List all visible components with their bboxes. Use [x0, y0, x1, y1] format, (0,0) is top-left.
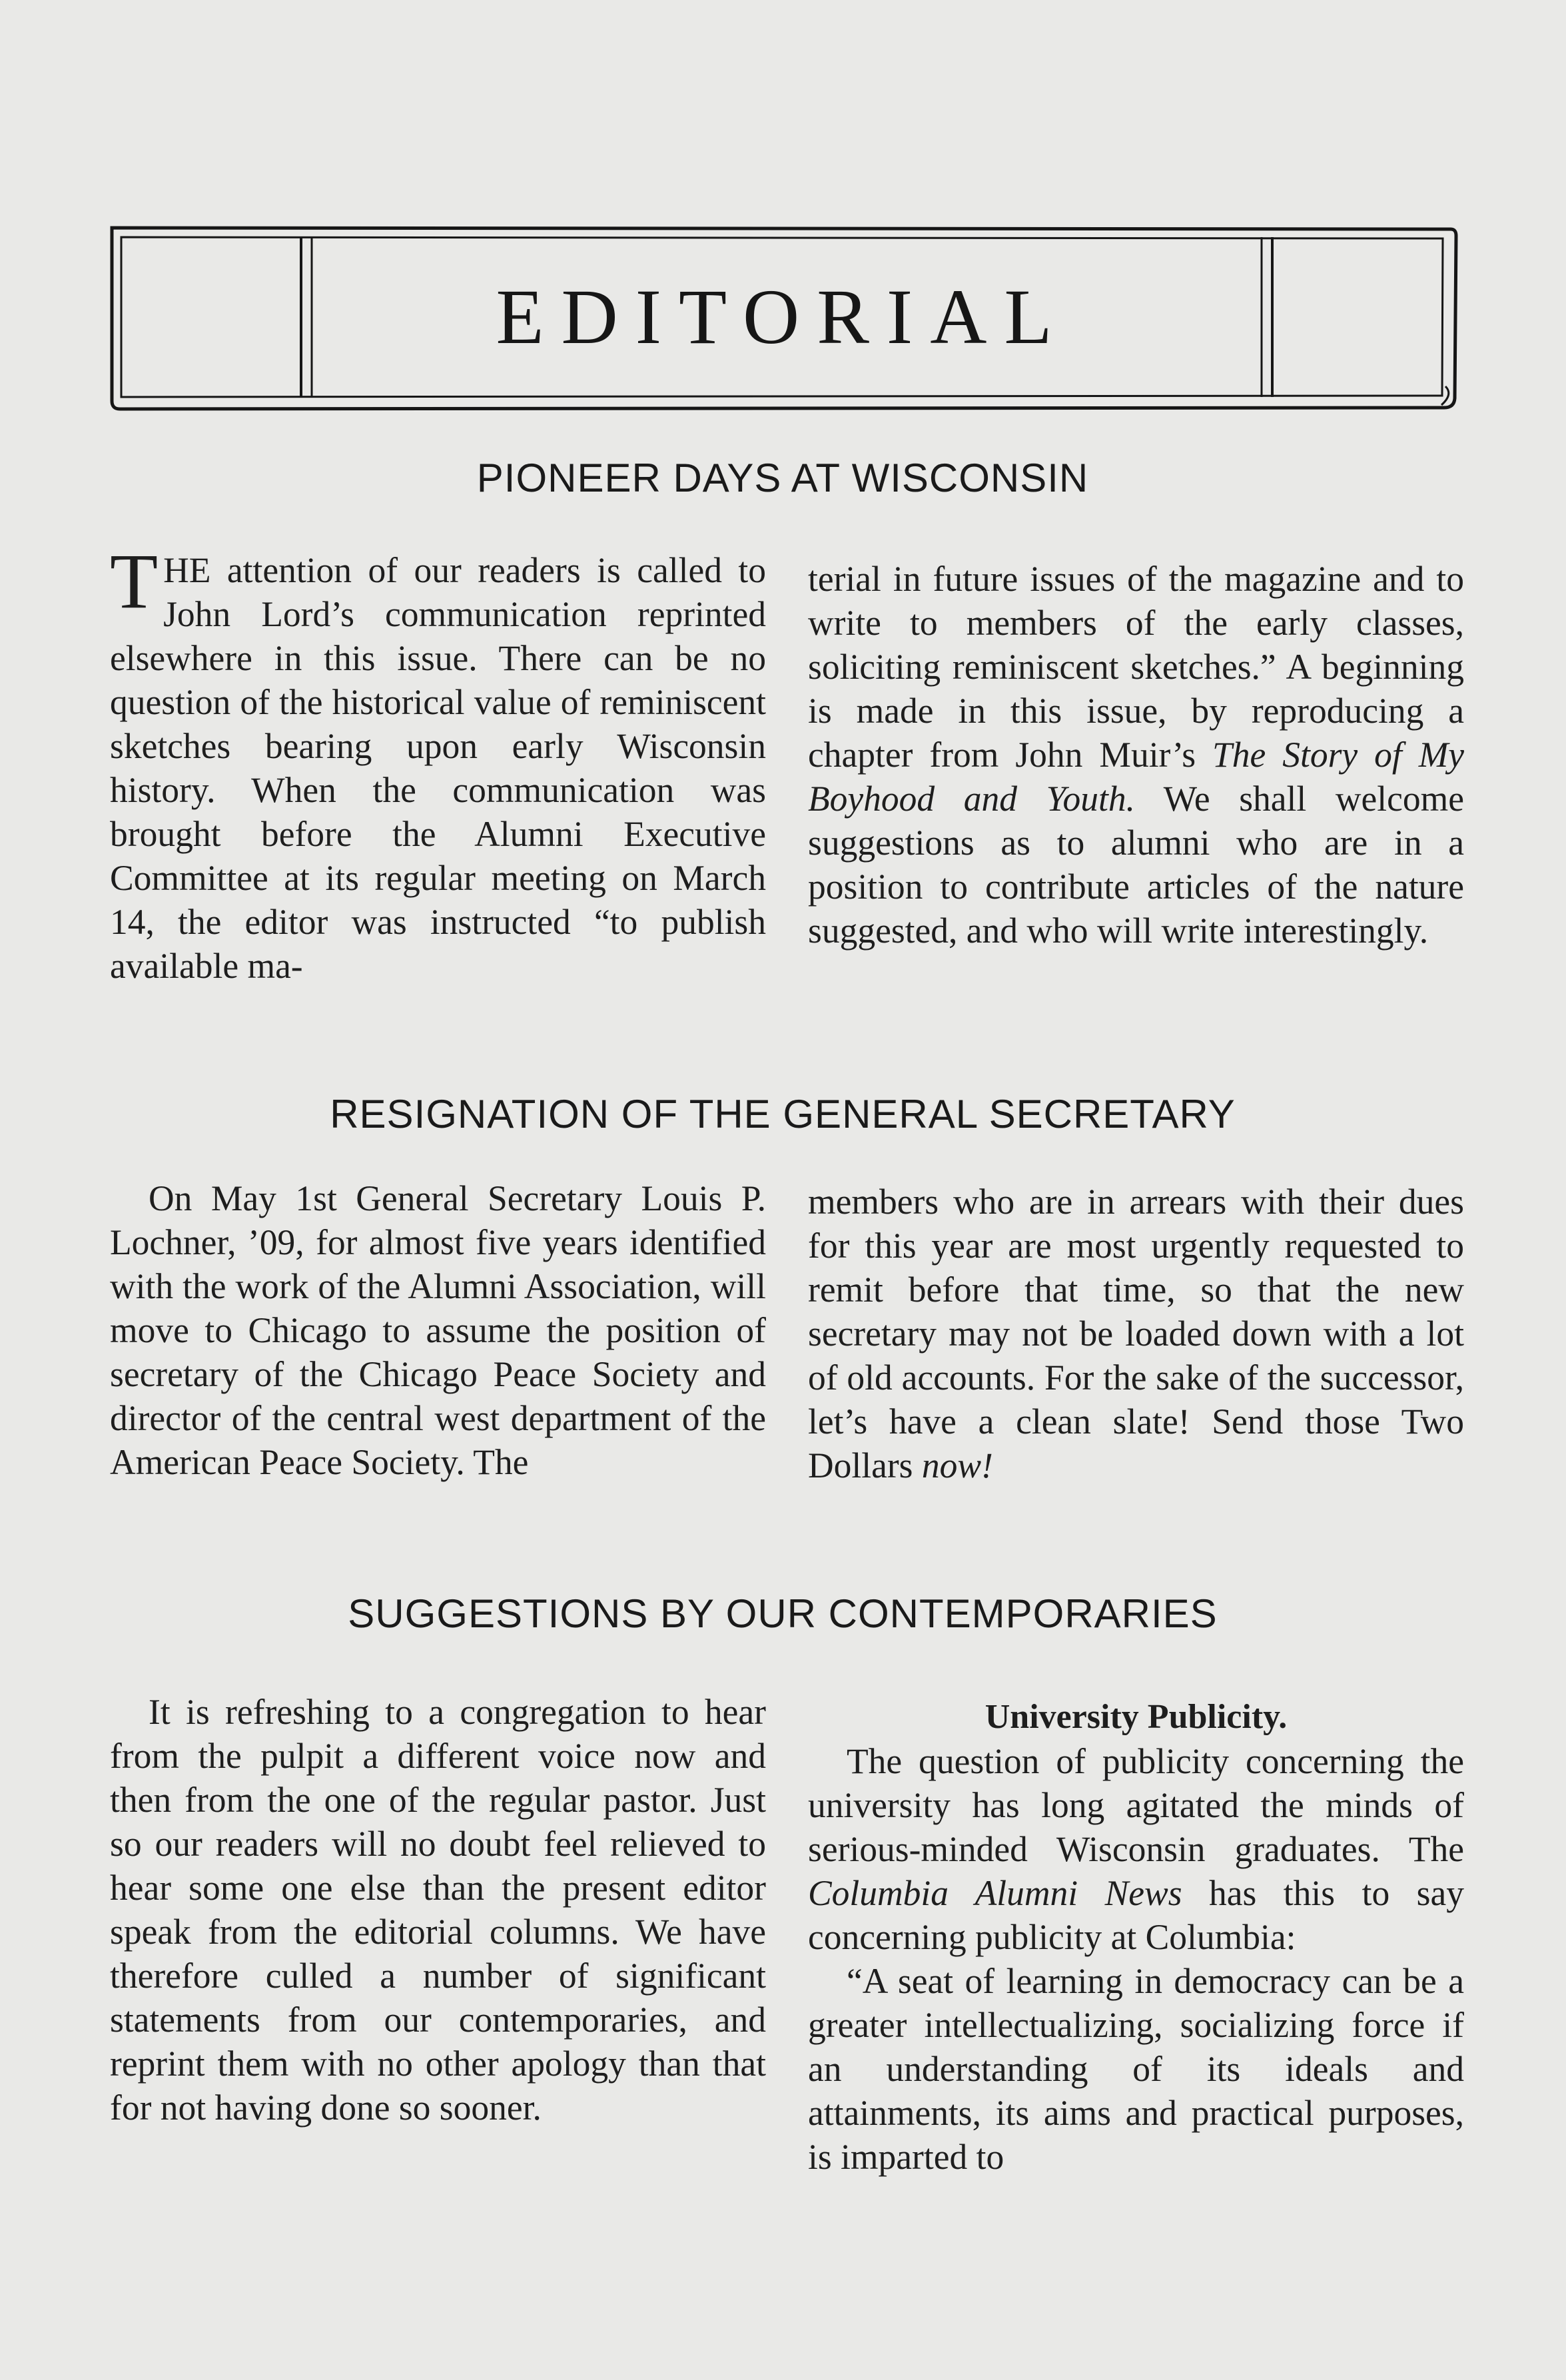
book-title: The Story of My Boyhood and Youth. — [808, 735, 1465, 819]
publication-title: Columbia Alumni News — [808, 1873, 1182, 1913]
suggestions-left-column — [110, 1690, 766, 2130]
sub-heading-university-publicity: University Publicity. — [984, 1698, 1288, 1736]
banner-title: EDITORIAL — [496, 273, 1070, 360]
resignation-right-text: members who are in arrears with their dues for this year are most urgently requested to remit before that time, so that the new secretary may not be loaded down with a lot of old accounts. For the sake of the successor, let’s have a clean slate! Send those Two Dollars — [808, 1182, 1464, 1485]
resignation-left-column — [110, 1176, 766, 1484]
section-heading-pioneer-days: PIONEER DAYS AT WISCONSIN — [476, 456, 1089, 500]
emphasis-now: now! — [921, 1445, 993, 1485]
suggestions-right-column — [808, 1695, 1464, 2179]
publicity-paragraph-text-end: has this to say concerning publicity at Columbia: — [808, 1873, 1465, 1957]
editorial-banner — [107, 220, 1459, 414]
pioneer-days-left-text: HE attention of our readers is called to John Lord’s communication reprinted elsewhere in this issue. There can be no question of the historical value of reminiscent sketches bearing upon early Wisconsin history. When the communication was brought before the Alumni Executive Committee at its regular meeting on March 14, the editor was instructed “to publish available ma- — [110, 550, 766, 986]
section-heading-suggestions: SUGGESTIONS BY OUR CONTEMPORARIES — [348, 1591, 1218, 1636]
pioneer-days-right-column — [808, 557, 1464, 953]
pioneer-days-left-column — [110, 538, 766, 988]
pioneer-days-right-text-end: We shall welcome suggestions as to alumni who are in a position to contribute articles of the nature suggested, and who will write interestingly. — [808, 779, 1464, 951]
section-heading-resignation: RESIGNATION OF THE GENERAL SECRETARY — [330, 1092, 1236, 1136]
suggestions-left-text: It is refreshing to a congregation to hear from the pulpit a different voice now and then from the one of the regular pastor. Just so our readers will no doubt feel relieved to hear some one else than the present editor speak from the editorial columns. We have therefore culled a number of significant statements from our contemporaries, and reprint them with no other apology than that for not having done so sooner. — [110, 1692, 766, 2128]
resignation-left-text: On May 1st General Secretary Louis P. Lochner, ’09, for almost five years identified with the work of the Alumni Association, will move to Chicago to assume the position of secretary of the Chicago Peace Society and director of the central west department of the American Peace Society. The — [110, 1178, 766, 1482]
quotation-text: “A seat of learning in democracy can be a greater intellectualizing, socializing force if an understanding of its ideals and attainments, its aims and practical purposes, is imparted to — [808, 1961, 1464, 2177]
pioneer-days-right-text: terial in future issues of the magazine and to write to members of the early classes, soliciting reminiscent sketches.” A beginning is made in this issue, by reproducing a chapter from John Muir’s — [808, 559, 1464, 775]
drop-cap: T — [110, 538, 159, 625]
publicity-paragraph-text: The question of publicity concerning the university has long agitated the minds of serious-minded Wisconsin graduates. The — [808, 1741, 1464, 1869]
resignation-right-column — [808, 1180, 1464, 1487]
